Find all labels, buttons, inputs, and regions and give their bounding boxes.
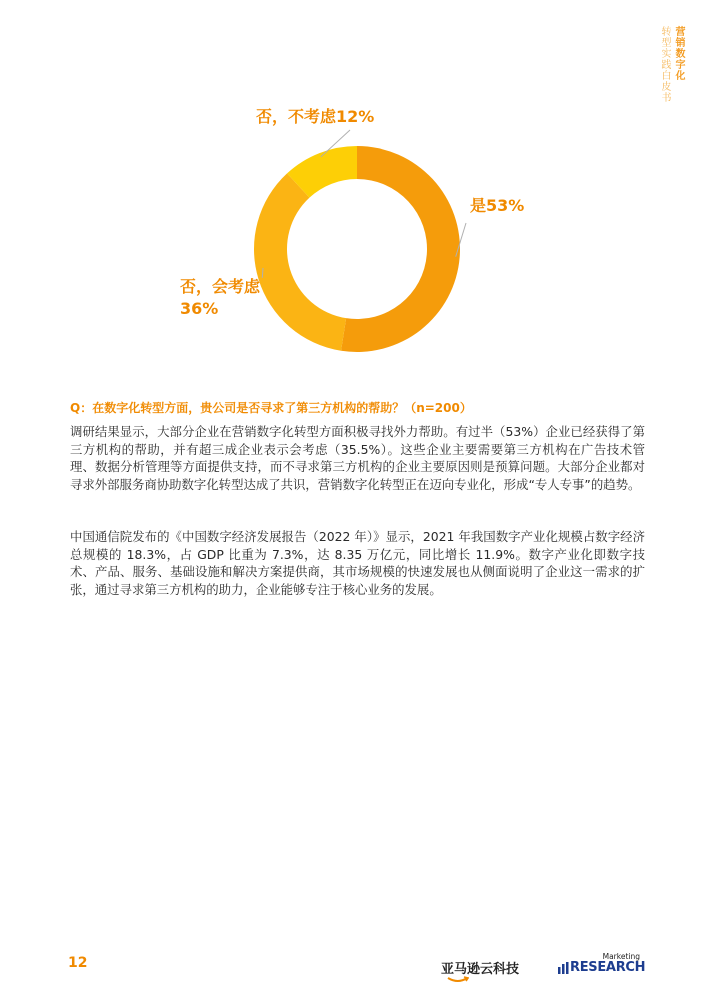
label-consider-line1: 否，会考虑 [180,277,261,296]
marketing-research-logo [558,952,648,980]
donut-chart [0,0,710,400]
donut-slice-1 [254,173,346,350]
side-title-main: 营销数字化 [673,26,684,81]
logo-research-text: RESEARCH [570,960,646,975]
donut-slice-0 [341,146,460,352]
label-consider [180,276,260,319]
side-title-sub: 转型实践白皮书 [659,26,670,103]
logo-marketing-text: Marketing [602,952,640,961]
label-yes: 是53% [470,196,525,215]
paragraph-2: 中国通信院发布的《中国数字经济发展报告（2022 年）》显示，2021 年我国数字产业化规模占数字经济总规模的 18.3%，占 GDP 比重为 7.3%，达 8.35 万亿元，同比增长 11.9%。数字产业化即数字技术、产品、服务、基础设施和解决方案提供商，其市场规模的快速发展也从侧面说明了企业这一需求的扩张，通过寻求第三方机构的助力，企业能够专注于核心业务的发展。 [70,529,645,597]
leader-line-1 [262,268,263,278]
label-no: 否，不考虑12% [256,107,375,126]
survey-question: Q：在数字化转型方面，贵公司是否寻求了第三方机构的帮助？（n=200） [70,401,472,415]
amazon-smile-icon [447,976,469,984]
logo-bars-icon [558,962,569,974]
amazon-logo-text: 亚马逊云科技 [441,962,520,977]
page-number: 12 [68,955,88,971]
paragraph-1: 调研结果显示，大部分企业在营销数字化转型方面积极寻找外力帮助。有过半（53%）企业已经获得了第三方机构的帮助，并有超三成企业表示会考虑（35.5%）。这些企业主要需要第三方机构在广告技术管理、数据分析管理等方面提供支持，而不寻求第三方机构的企业主要原因则是预算问题。大部分企业都对寻求外部服务商协助数字化转型达成了共识，营销数字化转型正在迈向专业化，形成“专人专事”的趋势。 [70,424,645,492]
label-consider-line2: 36% [180,298,219,318]
